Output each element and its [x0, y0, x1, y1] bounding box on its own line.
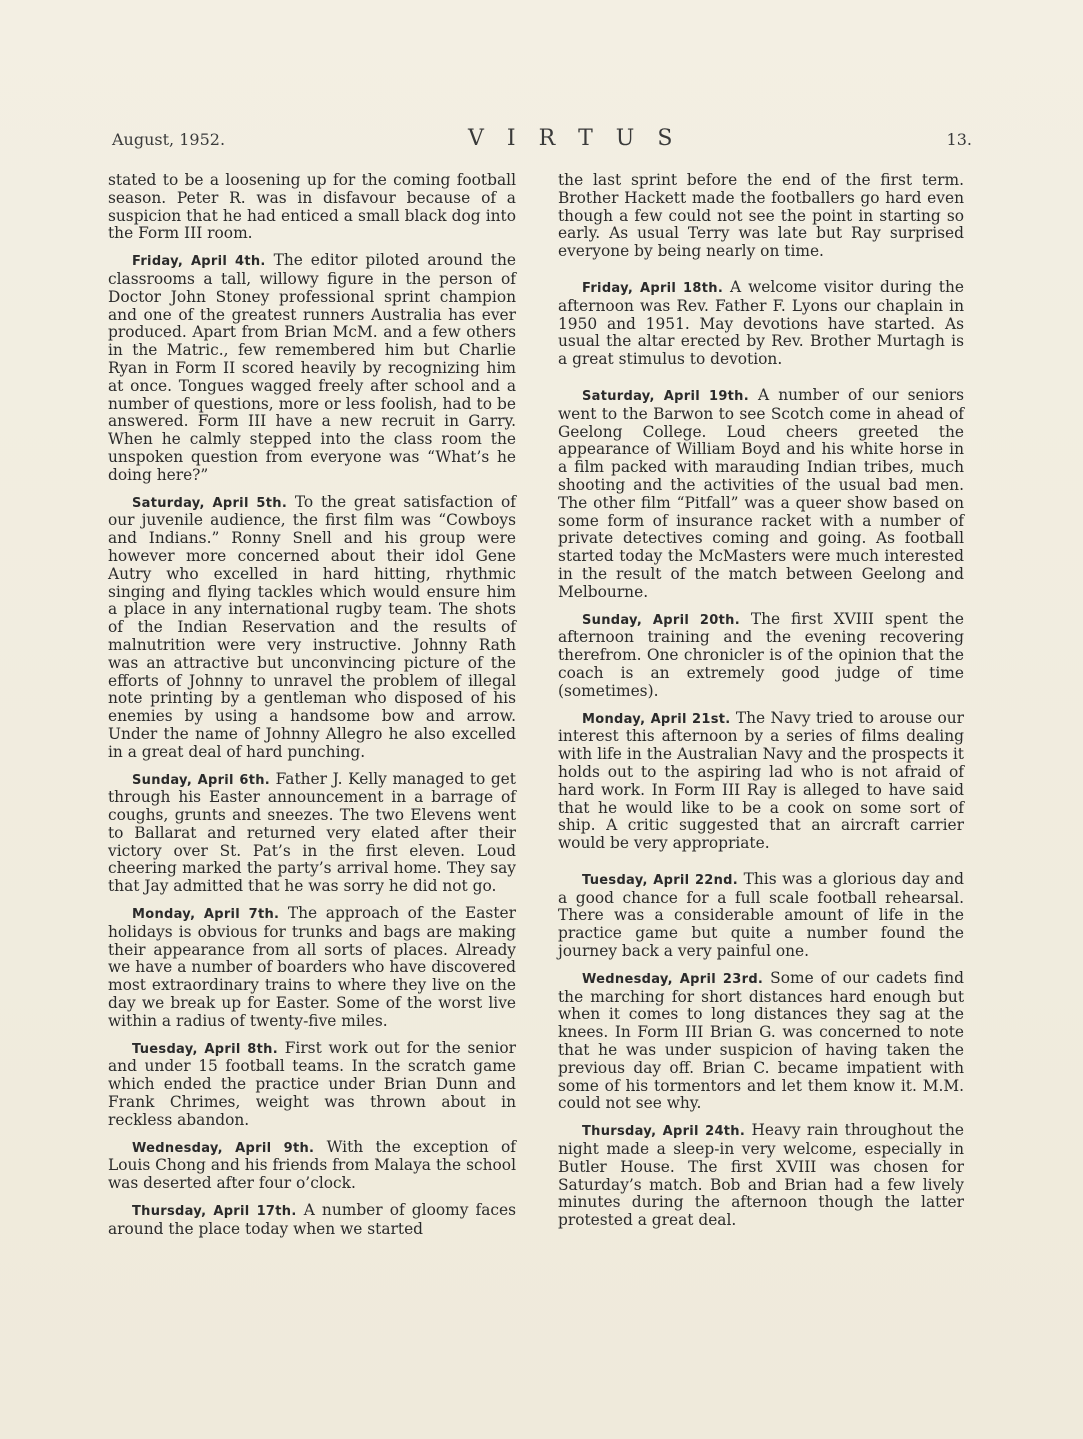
entry-date: Friday, April 4th. [132, 254, 266, 270]
entry-date: Monday, April 21st. [582, 711, 731, 727]
entry-text: A number of our seniors went to the Barwon to see Scotch come in ahead of Geelong College. Loud cheers greeted the appearance of William Boyd and his white horse in a film packed with marauding Indian tribes, much shooting and the activities of the usual bad men. The other film “Pitfall” was a queer show based on some form of insurance racket with a number of private detectives coming and going. As football started today the McMasters were much interested in the result of the match between Geelong and Melbourne. [558, 385, 964, 601]
entry-date: Monday, April 7th. [132, 907, 280, 923]
page-number: 13. [946, 130, 972, 149]
right-column [558, 172, 964, 1239]
entry-text: The first XVIII spent the afternoon training and the evening recovering therefrom. One chronicler is of the opinion that the coach is an extremely good judge of time (sometimes). [558, 609, 964, 700]
entry-date: Wednesday, April 9th. [132, 1140, 315, 1156]
entry-text: A number of gloomy faces around the place today when we started [108, 1201, 516, 1238]
entry-text: The editor piloted around the classrooms a tall, willowy figure in the person of Doctor John Stoney professional sprint champion and one of the greatest runners Australia has ever produced. Apart from Brian McM. and a few others in the Matric., few remembered him but Charlie Ryan in Form II scored heavily by recognizing him at once. Tongues wagged freely after school and a number of questions, more or less foolish, had to be answered. Form III have a new recruit in Garry. When he calmly stepped into the class room the unspoken question from everyone was “What’s he doing here?” [108, 251, 516, 484]
entry-date: Thursday, April 24th. [582, 1124, 746, 1140]
diary-entry [108, 1202, 516, 1239]
entry-text: This was a glorious day and a good chance for a full scale football rehearsal. There was a considerable amount of life in the practice game but quite a number found the journey back a very painful one. [558, 869, 964, 961]
magazine-title: V I R T U S [468, 126, 681, 151]
entry-text: First work out for the senior and under 15 football teams. In the scratch game which ended the practice under Brian Dunn and Frank Chrimes, weight was thrown about in reckless abandon. [108, 1038, 516, 1129]
diary-entry [558, 387, 964, 602]
issue-date: August, 1952. [112, 130, 226, 149]
entry-date: Friday, April 18th. [582, 280, 724, 296]
entry-text: Father J. Kelly managed to get through his Easter announcement in a barrage of coughs, grunts and sneezes. The two Elevens went to Ballarat and returned very elated after their victory over St. Pat’s in the first eleven. Loud cheering marked the party’s arrival home. They say that Jay admitted that he was sorry he did not go. [108, 769, 516, 896]
page-header [112, 126, 972, 156]
diary-entry [558, 970, 964, 1113]
entry-date: Saturday, April 5th. [132, 495, 288, 511]
entry-text: Heavy rain throughout the night made a sleep-in very welcome, especially in Butler House. The first XVIII was chosen for Saturday’s match. Bob and Brian had a few lively minutes during the afternoon though the latter protested a great deal. [558, 1121, 964, 1230]
entry-text: A welcome visitor during the afternoon was Rev. Father F. Lyons our chaplain in 1950 and 1951. May devotions have started. As usual the altar erected by Rev. Brother Murtagh is a great stimulus to devotion. [558, 277, 964, 369]
entry-text: With the exception of Louis Chong and his friends from Malaya the school was deserted after four o’clock. [108, 1137, 516, 1193]
entry-text: The Navy tried to arouse our interest this afternoon by a series of films dealing with life in the Australian Navy and the prospects it holds out to the aspiring lad who is not afraid of hard work. In Form III Ray is alleged to have said that he would like to be a cook on some sort of ship. A critic suggested that an aircraft carrier would be very appropriate. [558, 708, 964, 853]
diary-entry [558, 611, 964, 701]
entry-text: To the great satisfaction of our juvenile audience, the first film was “Cowboys and Indians.” Ronny Snell and his group were however more concerned about their idol Gene Autry who excelled in hard hitting, rhythmic singing and flying tackles which would ensure him a place in any international rugby team. The shots of the Indian Reservation and the results of malnutrition were very instructive. Johnny Rath was an attractive but unconvincing picture of the efforts of Johnny to unravel the problem of illegal note printing by a gentleman who disposed of his enemies by using a handsome bow and arrow. Under the name of Johnny Allegro he also excelled in a great deal of hard punching. [108, 492, 516, 761]
entry-text: the last sprint before the end of the first term. Brother Hackett made the footballers go hard even though a few could not see the point in starting so early. As usual Terry was late but Ray surprised everyone by being nearly on time. [558, 171, 964, 261]
diary-entry [558, 279, 964, 369]
diary-entry [108, 1040, 516, 1130]
entry-date: Tuesday, April 22nd. [582, 872, 739, 888]
entry-text: The approach of the Easter holidays is obvious for trunks and bags are making their appearance from all sorts of places. Already we have a number of boarders who have discovered most extraordinary trains to where they live on the day we break up for Easter. Some of the worst live within a radius of twenty-five miles. [108, 904, 516, 1030]
entry-date: Thursday, April 17th. [132, 1204, 297, 1220]
diary-entry [108, 494, 516, 762]
entry-text: Some of our cadets find the marching for short distances hard enough but when it comes to long distances they sag at the knees. In Form III Brian G. was concerned to note that he was under suspicion of having taken the previous day off. Brian C. became impatient with some of his tormentors and let them know it. M.M. could not see why. [558, 968, 964, 1113]
diary-entry [108, 252, 516, 484]
left-column [108, 172, 516, 1248]
entry-date: Saturday, April 19th. [582, 388, 749, 404]
diary-entry [558, 871, 964, 961]
diary-entry [558, 172, 964, 261]
entry-date: Tuesday, April 8th. [132, 1041, 278, 1057]
diary-entry [108, 1139, 516, 1193]
diary-entry [108, 172, 516, 243]
diary-entry [558, 1122, 964, 1230]
entry-text: stated to be a loosening up for the coming football season. Peter R. was in disfavour because of a suspicion that he had enticed a small black dog into the Form III room. [108, 171, 516, 243]
diary-entry [108, 771, 516, 897]
diary-entry [108, 905, 516, 1031]
diary-entry [558, 710, 964, 853]
entry-date: Sunday, April 6th. [132, 772, 271, 788]
entry-date: Sunday, April 20th. [582, 612, 740, 628]
entry-date: Wednesday, April 23rd. [582, 971, 764, 987]
